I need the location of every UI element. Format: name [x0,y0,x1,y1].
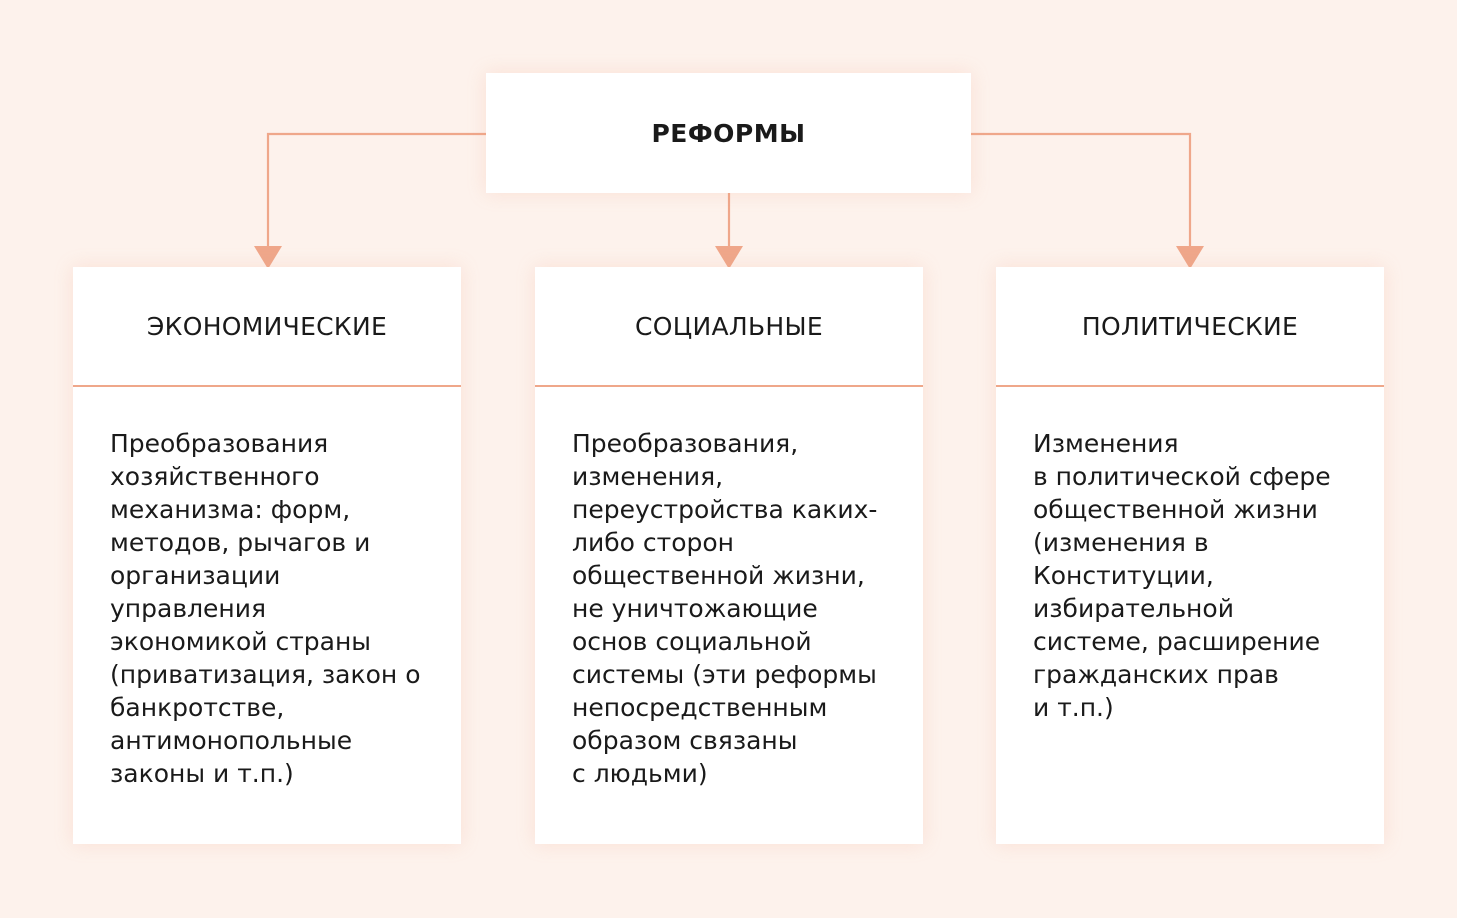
root-node [486,73,971,193]
category-description: Изменения в политической сфере общественной жизни (изменения в Конституции, избирательной системе, расширение гражданских прав и т.п.) [1033,429,1331,722]
category-card-political [996,267,1384,844]
category-header [535,267,923,387]
category-title: ЭКОНОМИЧЕСКИЕ [146,311,388,341]
category-card-economic [73,267,461,844]
connector-right [971,134,1190,252]
connector-left [268,134,486,252]
category-description: Преобразования, изменения, переустройства каких- либо сторон общественной жизни, не уничтожающие основ социальной системы (эти реформы непосредственным образом связаны с людьми) [572,429,878,788]
category-card-social [535,267,923,844]
category-title: ПОЛИТИЧЕСКИЕ [1081,311,1299,341]
category-title: СОЦИАЛЬНЫЕ [635,311,823,341]
root-title: РЕФОРМЫ [651,118,806,148]
arrowhead-center [715,246,743,269]
category-header [73,267,461,387]
category-header [996,267,1384,387]
category-description: Преобразования хозяйственного механизма: форм, методов, рычагов и организации управления экономикой страны (приватизация, закон о банкротстве, антимонопольные законы и т.п.) [110,429,421,788]
arrowhead-right [1176,246,1204,269]
arrowhead-left [254,246,282,269]
